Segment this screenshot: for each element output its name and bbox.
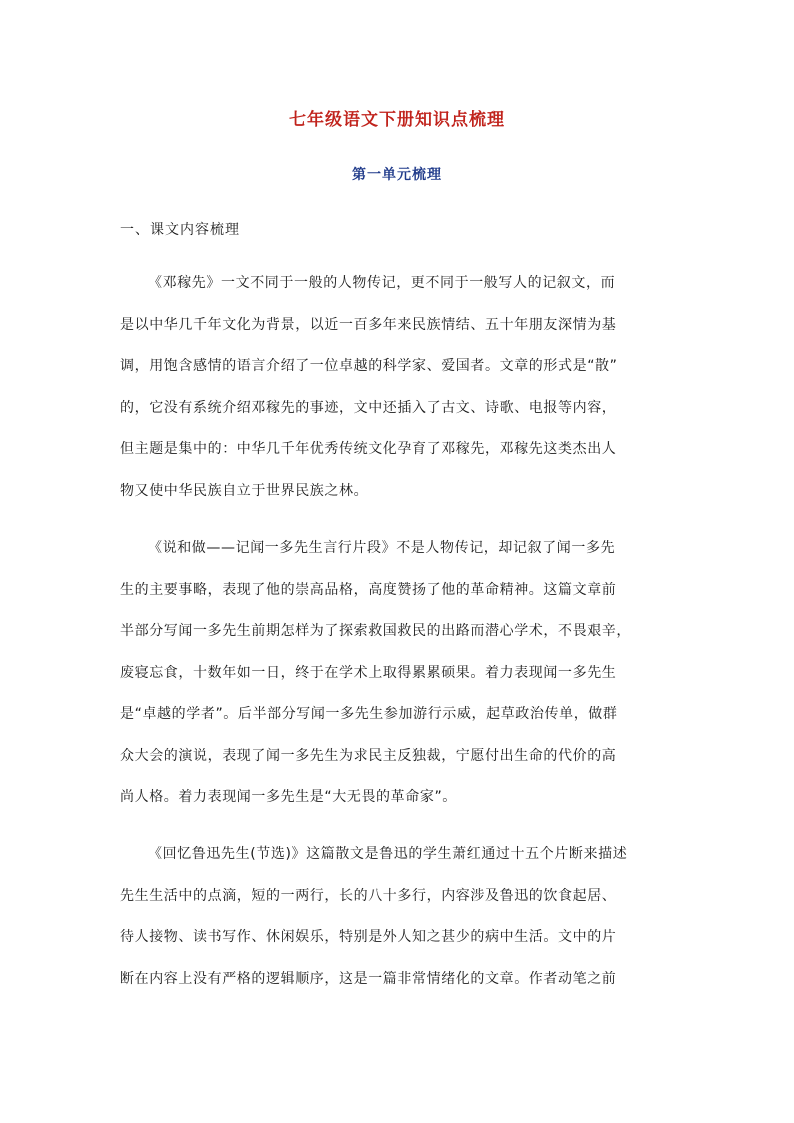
paragraph-line: 调，用饱含感情的语言介绍了一位卓越的科学家、爱国者。文章的形式是“散” [120, 358, 618, 374]
paragraph-line: 废寝忘食，十数年如一日，终于在学术上取得累累硕果。着力表现闻一多先生 [120, 664, 617, 681]
paragraph-line: 先生生活中的点滴，短的一两行，长的八十多行，内容涉及鲁迅的饮食起居、 [120, 887, 617, 904]
paragraph-line: 《说和做——记闻一多先生言行片段》不是人物传记，却记叙了闻一多先 [148, 540, 616, 556]
paragraph-line: 半部分写闻一多先生前期怎样为了探索救国救民的出路而潜心学术，不畏艰辛， [120, 623, 631, 639]
paragraph-line: 待人接物、读书写作、休闲娱乐，特别是外人知之甚少的病中生活。文中的片 [120, 929, 617, 945]
paragraph-line: 尚人格。着力表现闻一多先生是“大无畏的革命家”。 [120, 789, 457, 805]
unit-title: 第一单元梳理 [352, 167, 442, 183]
paragraph-line: 是以中华几千年文化为背景，以近一百多年来民族情结、五十年朋友深情为基 [120, 316, 617, 333]
paragraph-wen-yiduo [120, 538, 680, 829]
paragraph-line: 但主题是集中的：中华几千年优秀传统文化孕育了邓稼先，邓稼先这类杰出人 [120, 441, 617, 457]
paragraph-line: 物又使中华民族自立于世界民族之林。 [120, 482, 369, 499]
paragraph-line: 众大会的演说，表现了闻一多先生为求民主反独裁，宁愿付出生命的代价的高 [120, 747, 617, 764]
paragraph-line: 《邓稼先》一文不同于一般的人物传记，更不同于一般写人的记叙文，而 [148, 275, 616, 291]
paragraph-line: 生的主要事略，表现了他的崇高品格，高度赞扬了他的革命精神。这篇文章前 [120, 581, 617, 598]
paragraph-line: 断在内容上没有严格的逻辑顺序，这是一篇非常情绪化的文章。作者动笔之前 [120, 970, 617, 987]
document-title: 七年级语文下册知识点梳理 [289, 110, 505, 130]
section-heading: 一、课文内容梳理 [120, 222, 240, 238]
paragraph-line: 《回忆鲁迅先生(节选)》这篇散文是鲁迅的学生萧红通过十五个片断来描述 [148, 846, 628, 862]
paragraph-deng-jiaxian [120, 273, 680, 522]
paragraph-line: 的，它没有系统介绍邓稼先的事迹，文中还插入了古文、诗歌、电报等内容， [120, 399, 617, 416]
paragraph-lu-xun [120, 844, 680, 1010]
paragraph-line: 是“卓越的学者”。后半部分写闻一多先生参加游行示威，起草政治传单，做群 [120, 706, 618, 722]
